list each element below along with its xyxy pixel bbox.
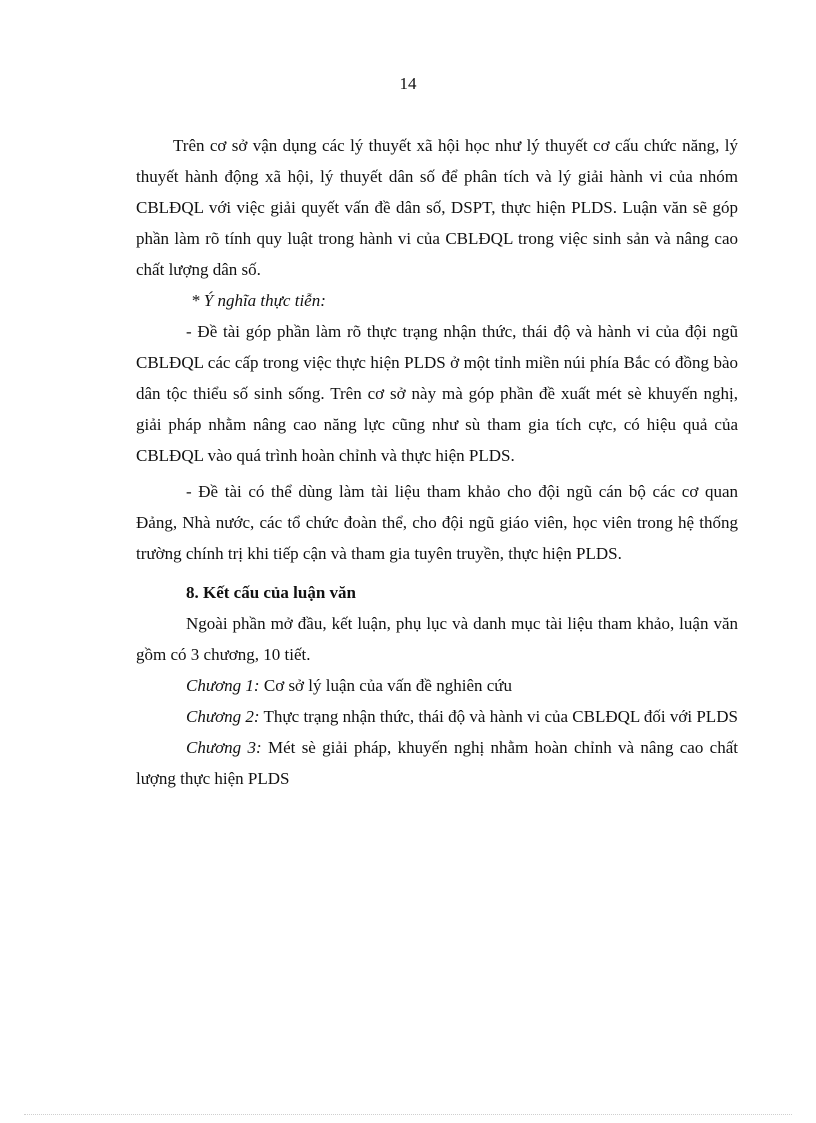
- paragraph-practical-point-1: - Đề tài góp phần làm rõ thực trạng nhận thức, thái độ và hành vi của đội ngũ CBLĐQL các cấp trong việc thực hiện PLDS ở một tỉnh miền núi phía Bắc có đồng bào dân tộc thiểu số sinh sống. Trên cơ sở này mà góp phần đề xuất mét sè khuyến nghị, giải pháp nhằm nâng cao năng lực cũng như sù tham gia tích cực, có hiệu quả của CBLĐQL vào quá trình hoàn chỉnh và thực hiện PLDS.: [136, 322, 738, 465]
- chapter-title: Mét sè giải pháp, khuyến nghị nhằm hoàn chỉnh và nâng cao chất lượng thực hiện PLDS: [136, 738, 738, 788]
- chapter-label: Chương 3:: [186, 738, 262, 757]
- chapter-item-3: [136, 732, 738, 794]
- page-number: 14: [399, 74, 417, 93]
- chapter-item-1: [136, 670, 738, 701]
- chapter-title: Cơ sở lý luận của vấn đề nghiên cứu: [259, 676, 512, 695]
- chapter-item-2: [136, 701, 738, 732]
- paragraph-practical-point-2: - Đề tài có thể dùng làm tài liệu tham khảo cho đội ngũ cán bộ các cơ quan Đảng, Nhà nước, các tổ chức đoàn thể, cho đội ngũ giáo viên, học viên trong hệ thống trường chính trị khi tiếp cận và tham gia tuyên truyền, thực hiện PLDS.: [136, 482, 738, 563]
- chapter-label: Chương 2:: [186, 707, 260, 726]
- section-heading-structure: 8. Kết cấu của luận văn: [186, 583, 357, 602]
- page-bottom-divider: [24, 1114, 792, 1115]
- chapter-title: Thực trạng nhận thức, thái độ và hành vi của CBLĐQL đối với PLDS: [259, 707, 738, 726]
- paragraph-theoretical-significance: Trên cơ sở vận dụng các lý thuyết xã hội học như lý thuyết cơ cấu chức năng, lý thuyết hành động xã hội, lý thuyết dân số để phân tích và lý giải hành vi của nhóm CBLĐQL với việc giải quyết vấn đề dân số, DSPT, thực hiện PLDS. Luận văn sẽ góp phần làm rõ tính quy luật trong hành vi của CBLĐQL trong việc sinh sản và nâng cao chất lượng dân số.: [136, 136, 738, 279]
- practical-significance-label: * Ý nghĩa thực tiễn:: [191, 291, 326, 310]
- chapter-label: Chương 1:: [186, 676, 260, 695]
- paragraph-structure-overview: Ngoài phần mở đầu, kết luận, phụ lục và danh mục tài liệu tham khảo, luận văn gồm có 3 chương, 10 tiết.: [136, 614, 738, 664]
- document-body: [136, 130, 738, 794]
